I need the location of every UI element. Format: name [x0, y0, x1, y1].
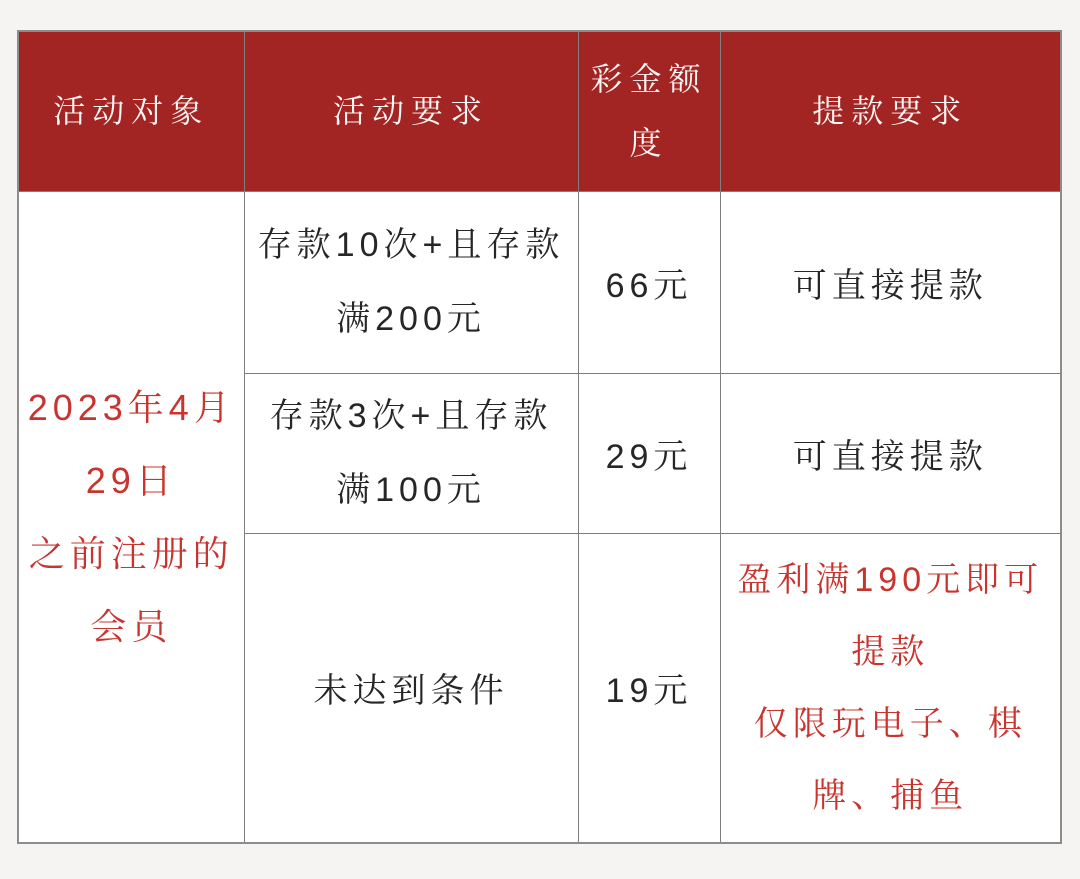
requirement-cell-1	[244, 191, 578, 373]
withdrawal-line: 牌、捕鱼	[812, 776, 969, 815]
bonus-cell-3: 19元	[578, 533, 720, 843]
audience-line: 29日	[85, 459, 177, 501]
bonus-cell-2: 29元	[578, 373, 720, 533]
withdrawal-cell-3	[720, 533, 1061, 843]
header-activity-requirement: 活动要求	[244, 31, 578, 191]
header-bonus-amount: 彩金额度	[578, 31, 720, 191]
requirement-line: 存款3次+且存款	[269, 397, 553, 435]
requirement-cell-3: 未达到条件	[244, 533, 578, 843]
promo-table	[17, 30, 1062, 844]
audience-line: 之前注册的	[28, 532, 234, 574]
withdrawal-line: 仅限玩电子、棋	[753, 704, 1027, 743]
withdrawal-cell-1: 可直接提款	[720, 191, 1061, 373]
bonus-cell-1: 66元	[578, 191, 720, 373]
audience-cell	[18, 191, 244, 843]
requirement-cell-2	[244, 373, 578, 533]
audience-line: 2023年4月	[27, 386, 235, 428]
withdrawal-cell-2: 可直接提款	[720, 373, 1061, 533]
withdrawal-line: 盈利满190元即可	[737, 560, 1044, 599]
requirement-line: 满100元	[336, 471, 486, 509]
requirement-line: 存款10次+且存款	[257, 226, 565, 264]
table-row	[18, 191, 1061, 373]
header-withdrawal-requirement: 提款要求	[720, 31, 1061, 191]
withdrawal-line: 提款	[851, 632, 930, 671]
requirement-line: 满200元	[336, 300, 486, 338]
header-row	[18, 31, 1061, 191]
header-activity-target: 活动对象	[18, 31, 244, 191]
audience-line: 会员	[90, 605, 173, 647]
